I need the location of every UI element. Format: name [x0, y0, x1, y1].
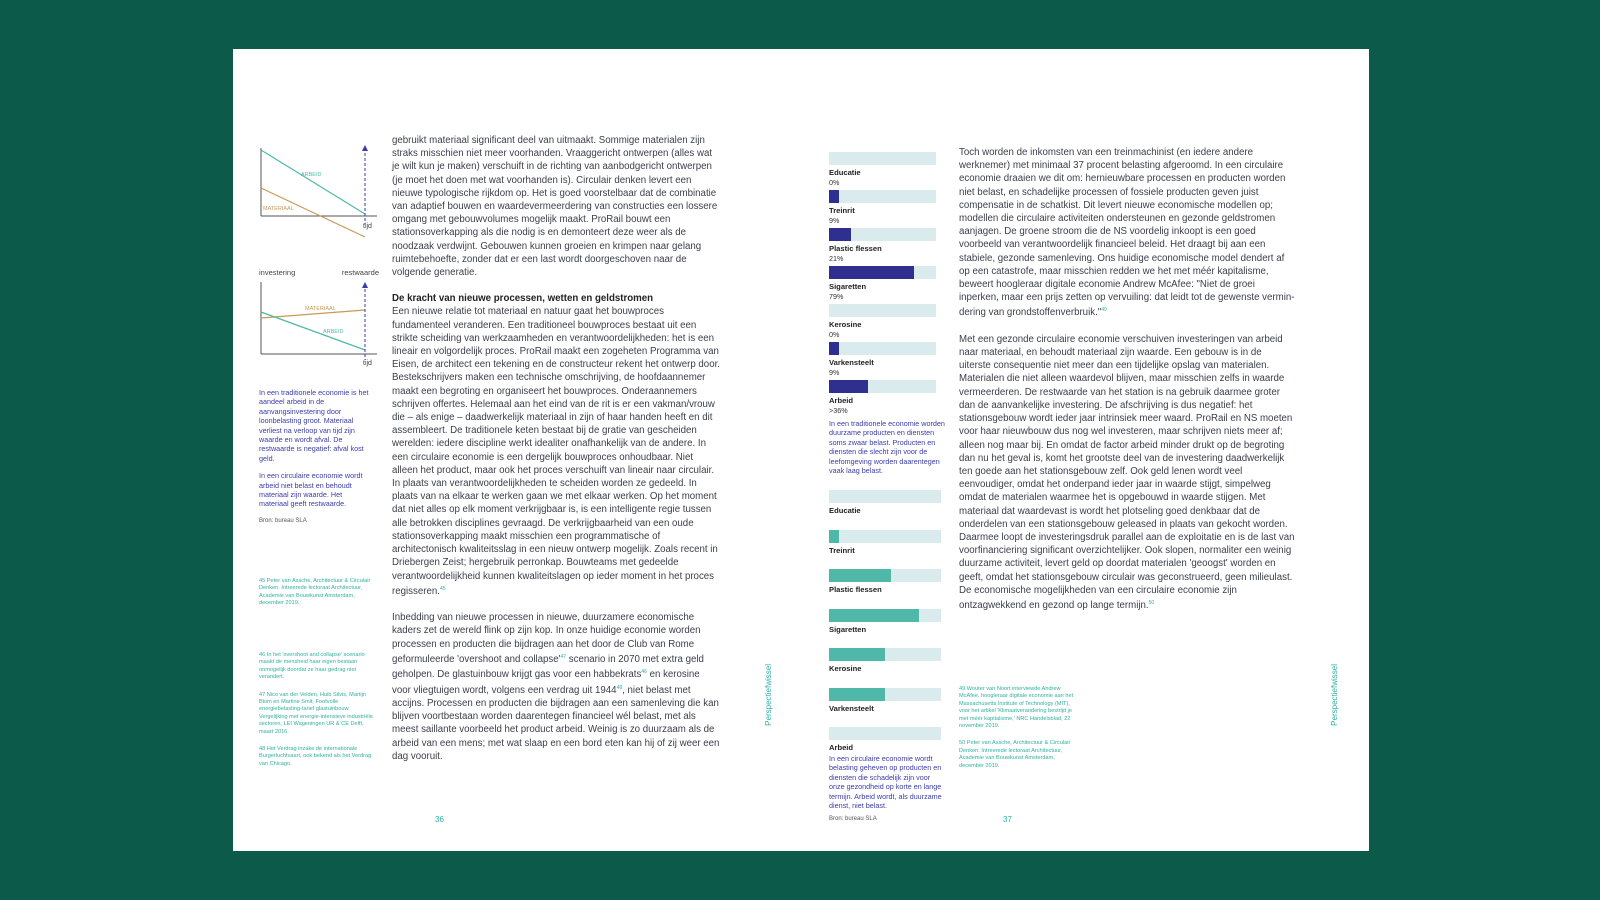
bar-track — [829, 190, 936, 203]
materiaal-line — [261, 188, 365, 237]
footnote-46: 46 In het 'overshoot and collapse' scenario maakt de mensheid haar eigen bestaan onmogelijk doordat ze haar gedrag niet verandert. — [259, 652, 365, 681]
bar-chart-circular — [829, 490, 941, 760]
bar-arbeid — [829, 380, 868, 393]
bar-chart-traditional — [829, 152, 941, 418]
bar-label: Treinrit — [829, 545, 855, 555]
paragraph-r2 — [959, 333, 1295, 613]
arrow-up-icon — [362, 282, 368, 288]
bar-label: Varkensteelt — [829, 703, 874, 713]
caption-traditional: In een traditionele economie is het aandeel arbeid in de aanvangsinvestering door loonbelasting groot. Materiaal verliest na verloop van tijd zijn waarde en wordt afval. De restwaarde is negatief: afval kost geld. — [259, 388, 369, 463]
bar-value-label: >36% — [829, 406, 848, 415]
arrow-up-icon — [362, 145, 368, 151]
bar-label: Educatie — [829, 168, 861, 177]
label-tijd: tijd — [363, 223, 372, 230]
bar-varkensteelt — [829, 688, 885, 701]
bar-value-label: 9% — [829, 216, 840, 225]
bar-plastic-flessen — [829, 569, 891, 582]
source-right: Bron: bureau SLA — [829, 816, 877, 822]
bar-label: Treinrit — [829, 206, 855, 215]
bar-value-label: 0% — [829, 178, 840, 187]
bar-value-label: 21% — [829, 254, 844, 263]
bar-label: Plastic flessen — [829, 244, 882, 253]
footnote-48: 48 Het Verdrag inzake de internationale Burgerluchtvaart, ook bekend als het Verdrag van Chicago. — [259, 746, 372, 767]
footnote-ref-49[interactable]: 49 — [1101, 307, 1107, 314]
footnote-ref-48[interactable]: 48 — [616, 684, 623, 691]
bar-label: Educatie — [829, 506, 861, 515]
line-chart-traditional — [259, 144, 384, 239]
bar-value-label: 0% — [829, 330, 840, 339]
left-footnotes — [259, 652, 375, 778]
left-captions — [259, 388, 369, 526]
paragraph-r1-text: Toch worden de inkomsten van een treinmachinist (en iedere andere werknemer) met minimaal 37 procent belasting afgeroomd. In een circulaire economie draaien we dit om: hernieuwbare processen en producten worden niet belast, en schadelijke processen of fossiele producten geven juist compensatie in de schatkist. Dit levert nieuwe economische modellen op; modellen die circulaire activiteiten ondersteunen en gezonde geldstromen aanjagen. De groene stroom die de NS voordelig inkoopt is een goed voorbeeld van verantwoordelijk financieel beleid. Het draagt bij aan een stabiele, gezonde samenleving. Ons huidige economische model dendert af op een catastrofe, maar misschien redden we het met méér kapitalisme, beweert hoogleraar digitale economie Andrew McAfee: "Niet de groei inperken, maar een prijs zetten op vervuiling: dat leidt tot de gewenste vermindering van grondstoffenverbruik." — [959, 147, 1295, 319]
bar-track — [829, 266, 936, 279]
footnote-ref-45[interactable]: 45 — [439, 585, 446, 592]
label-tijd: tijd — [363, 360, 372, 367]
bar-kerosine — [829, 648, 885, 661]
footnote-50: 50 Peter van Assche, Architectuur & Circulair Denken. Intreerede lectoraat Architectuur, Academie van Bouwkunst Amsterdam, december 2019. — [959, 740, 1071, 769]
bar-track — [829, 342, 936, 355]
bar-track — [829, 530, 941, 543]
footnote-49: 49 Wouter van Noort interviewde Andrew McAfee, hoogleraar digitale economie aan het Massachusetts Institute of Technology (MIT), voor het artikel 'Klimaatverandering bestrijd je met méér kapitalisme,' NRC Handelsblad, 22 november 2019. — [959, 686, 1074, 730]
label-investering: investering — [259, 268, 296, 277]
book-spread — [233, 49, 1369, 851]
left-footnote-45: 45 Peter van Assche, Architectuur & Circulair Denken. Intreerede lectoraat Architectuur, Academie van Bouwkunst Amsterdam, december 2019. — [259, 578, 371, 607]
bar-track — [829, 569, 941, 582]
label-restwaarde: restwaarde — [341, 268, 379, 277]
right-caption-traditional: In een traditionele economie worden duurzame producten en diensten soms zwaar belast. Producten en diensten die slecht zijn voor de leefomgeving worden daarentegen vaak laag belast. — [829, 419, 945, 476]
paragraph-3-text-b: scenario in 2070 met extra geld geholpen. De glastuinbouw krijgt gas voor een habbekrats — [392, 653, 704, 681]
label-arbeid: ARBEID — [323, 329, 344, 335]
arbeid-line — [261, 312, 365, 350]
source-left: Bron: bureau SLA — [259, 517, 307, 524]
bar-track — [829, 228, 936, 241]
label-materiaal: MATERIAAL — [263, 206, 294, 212]
section-heading: De kracht van nieuwe processen, wetten en geldstromen — [392, 293, 654, 305]
right-footnotes — [959, 686, 1077, 780]
right-caption-circular: In een circulaire economie wordt belasting geheven op producten en diensten die schadelijk zijn voor onze gezondheid op korte en lange termijn. Arbeid wordt, als duurzame dienst, niet belast. — [829, 754, 942, 811]
label-materiaal: MATERIAAL — [305, 306, 336, 312]
bar-value-label: 79% — [829, 292, 844, 301]
paragraph-3-text-c: en kerosine voor vliegtuigen wordt, volgens een verdrag uit 1944 — [392, 669, 700, 696]
bar-value-label: 9% — [829, 368, 840, 377]
bar-track — [829, 380, 936, 393]
left-body-text — [392, 134, 720, 763]
bar-label: Varkensteelt — [829, 358, 874, 367]
paragraph-3-text-d: , niet belast met accijns. Processen en producten die bijdragen aan een samenleving die kan blijven voortbestaan worden daarentegen financieel wél belast, met als meest saillante voorbeeld het product arbeid. Weinig is zo duurzaam als de arbeid van een mens; met wat slaap en een bord eten kan hij of zij weer een dag vooruit. — [392, 684, 720, 762]
bar-label: Arbeid — [829, 743, 854, 752]
bar-label: Kerosine — [829, 664, 862, 673]
bar-treinrit — [829, 190, 839, 203]
bar-label: Sigaretten — [829, 282, 867, 291]
paragraph-2 — [392, 305, 720, 598]
page-number-right: 37 — [1003, 815, 1012, 824]
paragraph-3-text-a: Inbedding van nieuwe processen in nieuwe, duurzamere economische kaders zet de wereld flink op zijn kop. In onze huidige economie worden processen en producten die bijdragen aan het door de Club van Rome geformuleerde 'overshoot and collapse' — [392, 612, 701, 665]
label-arbeid: ARBEID — [301, 172, 322, 178]
paragraph-r1 — [959, 146, 1295, 320]
bar-track — [829, 688, 941, 701]
paragraph-3 — [392, 611, 720, 763]
footnote-ref-47[interactable]: 47 — [560, 653, 567, 660]
right-body-text — [959, 146, 1295, 612]
bar-track — [829, 304, 936, 317]
bar-track — [829, 609, 941, 622]
bar-track — [829, 490, 941, 503]
paragraph-2-text: Een nieuwe relatie tot materiaal en natuur gaat het bouwproces fundamenteel veranderen. Een traditioneel bouwproces bestaat uit een strikte scheiding van werkzaamheden en verantwoordelijkheden: het is een lineair en volgordelijk proces. ProRail maakt een zogeheten Programma van Eisen, de architect een tekening en de constructeur rekent het ontwerp door. Bestekschrijvers maken een technische omschrijving, de hoofdaannemer maakt een begroting en organiseert het bouwproces. Onderaannemers schrijven offertes. Helemaal aan het eind van de rit is er een vakman/vrouw die – als enige – daadwerkelijk materiaal in zijn of haar handen heeft en dit assembleert. De traditionele keten bestaat bij de gratie van gescheiden werelden: iedere discipline werkt idealiter onafhankelijk van de andere. In een circulaire economie is een dergelijk bouwproces onhoudbaar. Niet alleen het product, maar ook het proces verschuift van lineair naar circulair. In plaats van verantwoordelijkheden te scheiden worden ze gedeeld. In plaats van na elkaar te werken gaan we met elkaar werken. Op het moment dat niet alles op elk moment verkrijgbaar is, is een intelligente regie tussen alle betrokken disciplines gevraagd. De verkrijgbaarheid van een oude stationsoverkapping maakt misschien een programmatische of architectonisch kwaliteitsslag in een nieuw ontwerp mogelijk. Zoals recent in Driebergen Zeist; hergebruik perronkap. Bouwteams met gedeelde verantwoordelijkheid kunnen kwaliteitslagen op ieder moment in het proces regisseren. — [392, 306, 720, 597]
footnote-ref-50[interactable]: 50 — [1148, 599, 1155, 606]
line-chart-circular — [259, 280, 384, 368]
paragraph-r2-text: Met een gezonde circulaire economie verschuiven investeringen van arbeid naar materiaal, en behoudt materiaal zijn waarde. Een gebouw is in de uiterste consequentie niet meer dan een tijdelijke opslag van materialen. Materialen die niet alleen waardevol blijven, maar misschien zelfs in waarde vermeerderen. De restwaarde van het station is na gebruik daarmee groter dan de aanvankelijke investering. De afschrijving is dus negatief: het stationsgebouw wordt ieder jaar intrinsiek meer waard. ProRail en NS moeten voor haar nieuwbouw dus nog wel investeren, maar schrijven niets meer af; alleen nog maar bij. En omdat de factor arbeid minder drukt op de begroting dan nu het geval is, komt het grootste deel van de investering daadwerkelijk ten goede aan het stationsgebouw zelf. Ook geld lenen wordt veel eenvoudiger, omdat het onderpand ieder jaar in waarde stijgt, simpelweg omdat de materialen waarmee het is opgebouwd in waarde stijgen. Met materiaal dat waardevast is wordt het plotseling goed denkbaar dat de onderdelen van een stationsgebouw geleased in plaats van gekocht worden. Daarmee loopt de investeringsdruk parallel aan de exploitatie en is de last van voorfinanciering significant overzichtelijker. Ook slopen, normaliter een weinig duurzame activiteit, levert geld op doordat materialen 'geoogst' worden en geeft, omdat het stationsgebouw circulair was geconstrueerd, geen milieulast. De economische mogelijkheden van een circulaire economie zijn ontzagwekkend en gezond op lange termijn. — [959, 333, 1295, 612]
bar-label: Arbeid — [829, 396, 854, 405]
bar-plastic-flessen — [829, 228, 851, 241]
caption-circular: In een circulaire economie wordt arbeid niet belast en behoudt materiaal zijn waarde. Het materiaal geeft restwaarde. — [259, 471, 363, 509]
bar-track — [829, 152, 936, 165]
bar-treinrit — [829, 530, 839, 543]
bar-label: Plastic flessen — [829, 585, 882, 594]
side-label-right: Perspectiefwissel — [1330, 664, 1339, 726]
chart2-header — [259, 268, 379, 277]
paragraph-1: gebruikt materiaal significant deel van uitmaakt. Sommige materialen zijn straks misschien niet meer voorhanden. Vraaggericht ontwerpen (alles wat je wilt kun je maken) verschuift in de richting van aanbodgericht ontwerpen (je moet het doen met wat voorhanden is). Circulair denken levert een nieuwe typologische rijkdom op. Het is goed voorstelbaar dat de combinatie van adaptief bouwen en waardevermeerdering van constructies een lossere omgang met gebouwvolumes mogelijk maakt. ProRail bouwt een stationsoverkapping als die nodig is en demonteert deze weer als de noodzaak verdwijnt. Gebouwen kunnen groeien en krimpen naar gelang ruimtebehoefte, zonder dat er een last wordt doorgeschoven naar de volgende generatie. — [392, 135, 718, 279]
bar-label: Sigaretten — [829, 624, 867, 634]
footnote-47: 47 Nico van der Velden, Huib Silvis, Martijn Blom en Martine Smit, Footvolle energiebelasting-tarief glastuinbouw. Vergelijking met energie-intensieve industriële sectoren, LEI Wageningen UR & CE Delft, maart 2016. — [259, 691, 373, 735]
bar-sigaretten — [829, 609, 919, 622]
bar-varkensteelt — [829, 342, 839, 355]
bar-label: Kerosine — [829, 320, 862, 329]
arbeid-line — [261, 150, 365, 214]
page-number-left: 36 — [435, 815, 444, 824]
bar-sigaretten — [829, 266, 914, 279]
bar-track — [829, 727, 941, 740]
bar-track — [829, 648, 941, 661]
side-label-left: Perspectiefwissel — [764, 664, 773, 726]
footnote-ref-46[interactable]: 46 — [641, 669, 647, 676]
